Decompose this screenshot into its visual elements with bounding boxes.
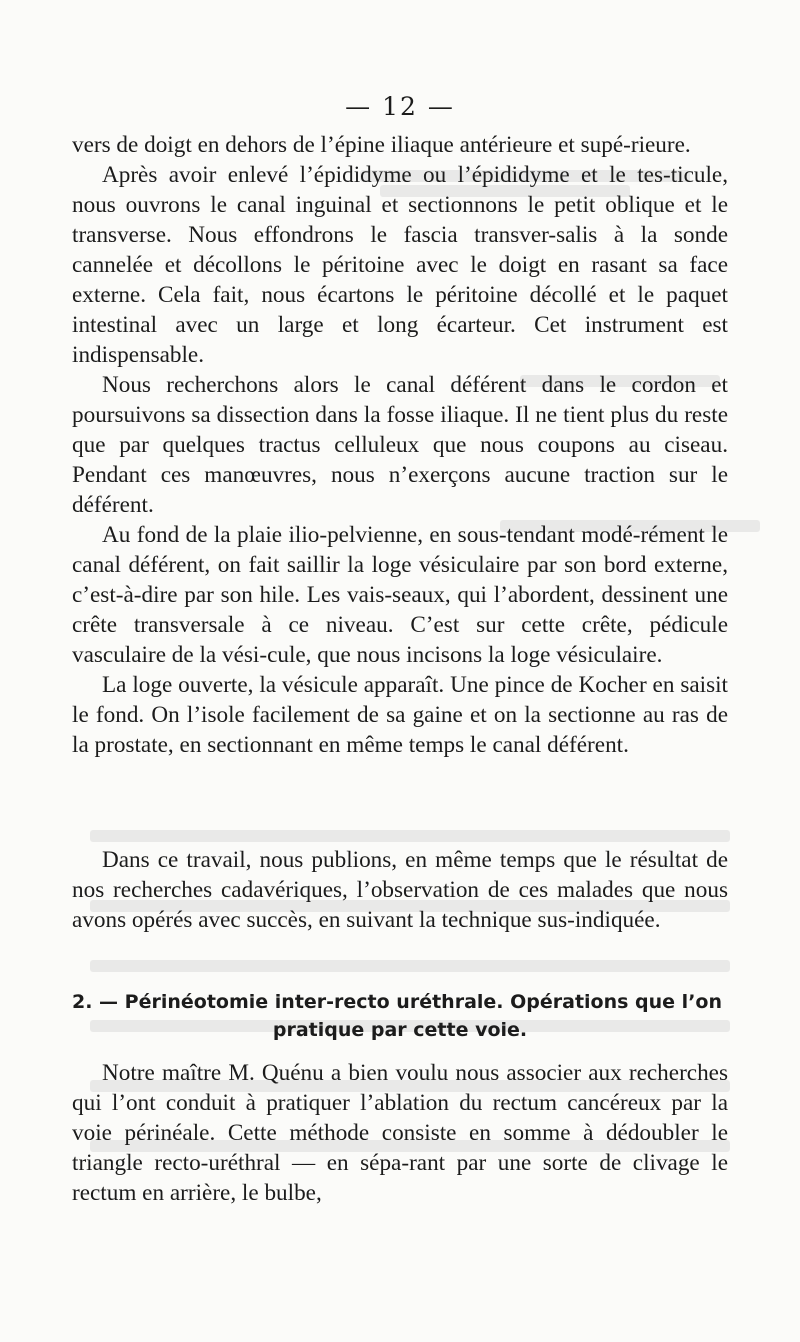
paragraph: Au fond de la plaie ilio-pelvienne, en sous-tendant modé-rément le canal déférent, on fait saillir la loge vésiculaire par son bord externe, c’est-à-dire par son hile. Les vais-seaux, qui l’abordent, dessinent une crête transversale à ce niveau. C’est sur cette crête, pédicule vasculaire de la vési-cule, que nous incisons la loge vésiculaire. [72,522,728,668]
page-number: — 12 — [345,92,455,121]
body-text-block-1 [72,130,728,760]
paragraph: Notre maître M. Quénu a bien voulu nous associer aux recherches qui l’ont conduit à pratiquer l’ablation du rectum cancéreux par la voie périnéale. Cette méthode consiste en somme à dédoubler le triangle recto-uréthral — en sépa-rant par une sorte de clivage le rectum en arrière, le bulbe, [72,1060,728,1206]
section-heading [72,988,728,1044]
paragraph: Nous recherchons alors le canal déférent dans le cordon et poursuivons sa dissection dans la fosse iliaque. Il ne tient plus du reste que par quelques tractus celluleux que nous coupons au ciseau. Pendant ces manœuvres, nous n’exerçons aucune traction sur le déférent. [72,372,728,518]
paragraph-continuation: vers de doigt en dehors de l’épine iliaque antérieure et supé-rieure. [72,132,691,158]
paragraph: Après avoir enlevé l’épididyme ou l’épididyme et le tes-ticule, nous ouvrons le canal inguinal et sectionnons le petit oblique et le transverse. Nous effondrons le fascia transver-salis à la sonde cannelée et décollons le péritoine avec le doigt en rasant sa face externe. Cela fait, nous écartons le péritoine décollé et le paquet intestinal avec un large et long écarteur. Cet instrument est indispensable. [72,162,728,368]
paragraph: Dans ce travail, nous publions, en même temps que le résultat de nos recherches cadavériques, l’observation de ces malades que nous avons opérés avec succès, en suivant la technique sus-indiquée. [72,847,728,933]
body-text-block-2 [72,845,728,935]
section-heading-line-1: 2. — Périnéotomie inter-recto uréthrale. Opérations que l’on [72,991,722,1013]
section-heading-line-2: pratique par cette voie. [272,1019,528,1041]
paragraph: La loge ouverte, la vésicule apparaît. Une pince de Kocher en saisit le fond. On l’isole facilement de sa gaine et on la sectionne au ras de la prostate, en sectionnant en même temps le canal déférent. [72,672,728,758]
body-text-block-3 [72,1058,728,1208]
